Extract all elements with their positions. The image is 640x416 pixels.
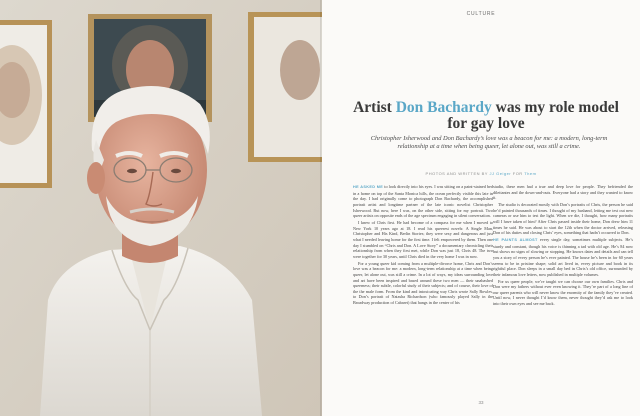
byline-outlet: Them	[524, 171, 537, 176]
paragraph	[353, 261, 493, 306]
paragraph	[493, 237, 633, 278]
paragraph-lead: HE PAINTS ALMOST	[493, 237, 538, 242]
paragraph	[353, 220, 493, 260]
paragraph-text: For us queer people, we’re taught we can choose our own families. Chris and Don were my fathers without ever even knowing it. They’re part of a long line of our queer parents who will never know the enormity of the family they’ve created. Until now, I never thought I’d know them, never thought they’d ask me to look into their own eyes and see me back.	[493, 278, 633, 307]
paragraph	[353, 184, 493, 219]
paragraph-text: I knew of Chris first. He had become of a compass for me when I moved to New York 10 years ago at 18. I read his queerest novels: A Single Man, Christopher and His Kind, Berlin Stories; they were sexy and dangerous and just what I needed leaving home for the first time. I felt empowered by them. Then one day I stumbled on “Chris and Don. A Love Story” a documentary chronicling their relationship from when they first met, while Don was just 18, Chris 48. The two were together for 30 years, until Chris died in the very home I was in now.	[353, 219, 493, 259]
paragraph-text: to look directly into his eyes. I was sitting on a paint-stained bed in a home on top of the Santa Monica hills, the ocean perfectly visible this late in the day. I had originally come to photograph Don Bachardy, the accomplished portrait artist and longtime partner of the late iconic novelist Christopher Isherwood. But now, here I was, on the other side, sitting for my portrait. Two queer artists on opposite ends of the age spectrum engaging in silent conversation.	[353, 184, 493, 219]
byline-mid: FOR	[511, 171, 525, 176]
section-label: CULTURE	[466, 11, 496, 17]
paragraph-text: The studio is decorated mostly with Don’s portraits of Chris, the person he said he’d painted thousands of times. I thought of my husband, letting me test out new cameras or use him to test the light. When we die, I thought, how many portraits will I have taken of him? After Chris passed inside their home, Don drew him 11 times he said. He was about to start the 12th when the doctor arrived, releasing Don of his duties and closing Chris’ eyes, something that hadn’t occurred to Don.	[493, 201, 633, 236]
headline-accent-name: Don Bachardy	[395, 99, 492, 116]
headline	[342, 100, 630, 132]
dek: Christopher Isherwood and Don Bachardy’s love was a beacon for me: a modern, long-term relationship at a time when being queer, let alone out, was still a crime.	[370, 135, 608, 150]
headline-post: was my role model for gay love	[447, 99, 619, 132]
body-column-1	[353, 184, 493, 307]
paragraph	[493, 202, 633, 236]
paragraph-text: studio, these men had a true and deep love for people. They befriended the dilettantes and the down-and-outs. Everyone had a story and they wanted to know it.	[493, 184, 633, 201]
page-number: 33	[478, 400, 484, 405]
subject-body	[40, 246, 262, 416]
article-page	[322, 0, 640, 416]
byline	[322, 171, 640, 176]
byline-prefix: PHOTOS AND WRITTEN BY	[425, 171, 490, 176]
paragraph	[493, 279, 633, 307]
framed-painting-left	[0, 20, 52, 188]
paragraph-text: every single day, sometimes multiple subjects. He’s sturdy and constant, though his voice is thinning a tad with old age. He’s 84 now but shows no signs of slowing or stopping. He knows dates and details and can tell you a story of every person he’s ever painted. The house he’s been in for 60 years seems to be in pristine shape; solid art lived in, every picture and book in its rightful place. Don sleeps in a small day bed in Chris’s old office, surrounded by their infamous love letters, now published in multiple volumes.	[493, 236, 633, 277]
paragraph	[493, 184, 633, 201]
headline-pre: Artist	[353, 99, 396, 116]
paragraph-lead: HE ASKED ME	[353, 185, 384, 189]
body-column-2	[493, 184, 633, 308]
paragraph-text: For a young queer kid coming from a multiple-divorce home, Chris and Don’s love was a beacon for me: a modern, long-term relationship at a time when being queer, let alone out, was still a crime. In a lot of ways, my ideas surrounding love and art have been inspired and based around these two men — their unabashed queerness; their subtle, colorful study of their subjects; and of course, their love of the the male form. From the kind and intoxicating way Chris wrote Sally Bowles, to Don’s portrait of Natasha Richardson (who famously played Sally in the Broadway production of Cabaret) that hangs in the center of his	[353, 260, 493, 306]
framed-painting-right	[248, 12, 322, 162]
byline-author: JJ Geiger	[489, 171, 512, 176]
